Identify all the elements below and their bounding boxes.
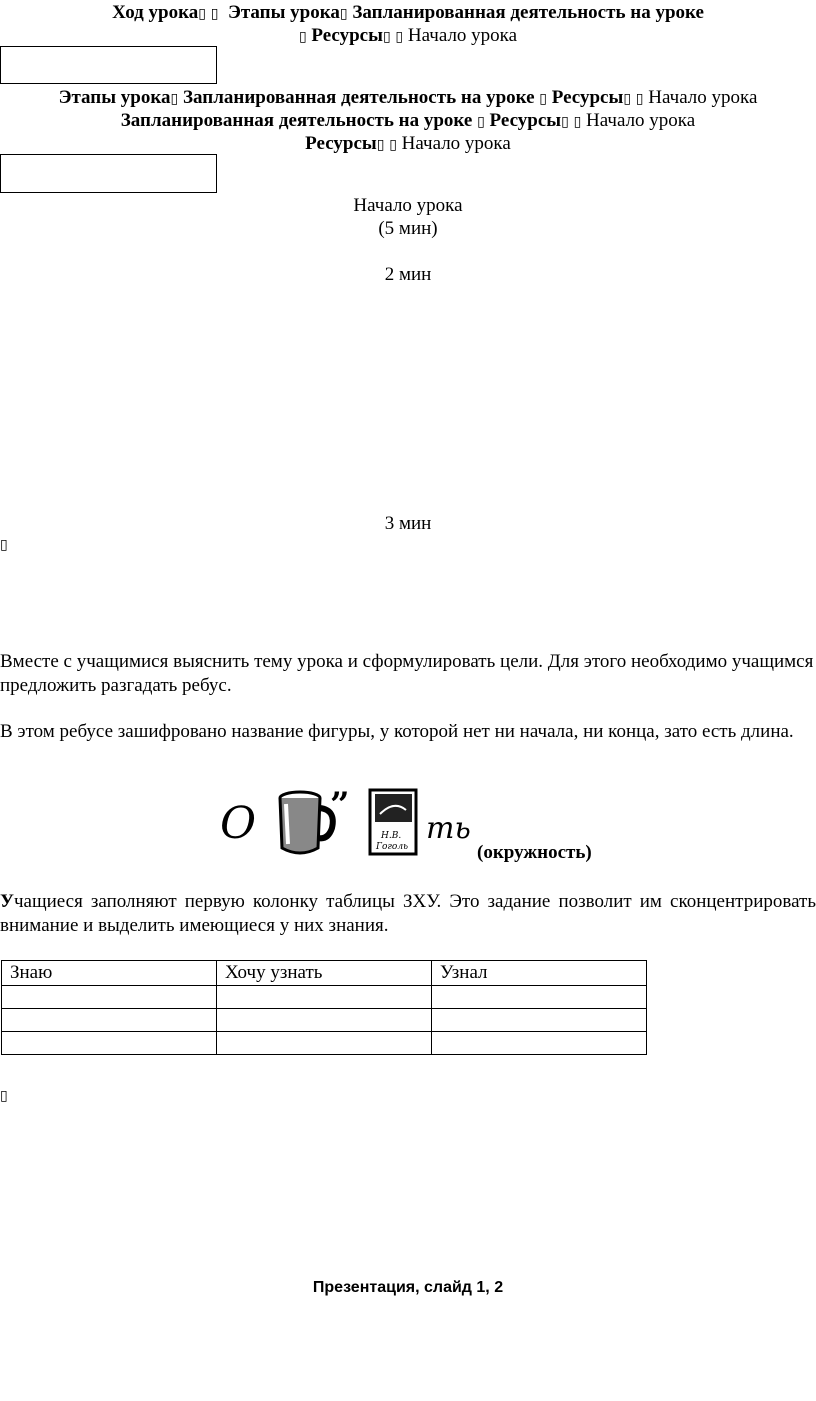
book-icon [370,790,416,854]
header-lesson-start: Начало урока [586,110,696,131]
zhu-table [1,960,647,1055]
table-header-row [2,961,647,986]
missing-glyph-icon: ▯ [539,91,548,107]
table-cell[interactable] [217,1032,432,1055]
stage-duration: (5 мин) [378,218,438,239]
header-planned-activity: Запланированная деятельность на уроке [352,2,704,23]
rebus-quotes: ” [330,786,350,825]
missing-glyph-icon: ▯ [477,114,485,130]
paragraph-goal: Вместе с учащимися выяснить тему урока и сформулировать цели. Для этого необходимо учащимся предложить разгадать ребус. [0,651,814,696]
paragraph-rebus-description: В этом ребусе зашифровано название фигуры, у которой нет ни начала, ни конца, зато есть длина. [0,721,794,742]
book-author-name: Гоголь [376,842,408,852]
missing-glyph-icon: ▯ [635,91,644,107]
empty-box [0,46,217,84]
header-resources: Ресурсы [311,25,383,46]
table-cell[interactable] [2,1032,217,1055]
header-resources: Ресурсы [305,133,377,154]
table-cell[interactable] [432,1032,647,1055]
missing-glyph-icon: ▯ [561,114,569,130]
header-line-1 [0,2,816,24]
missing-glyph-icon: ▯ [382,29,391,45]
header-lesson-start: Начало урока [648,87,758,108]
stage-part-1-duration: 2 мин [384,264,432,285]
table-row [2,1009,647,1032]
rebus-illustration [218,786,473,860]
paragraph-text: чащиеся заполняют первую колонку таблицы ЗХУ. Это задание позволит им сконцентрировать внимание и выделить имеющиеся у них знания. [0,891,816,936]
table-cell[interactable] [2,1009,217,1032]
rebus-letter-o: О [220,798,257,849]
empty-box [0,154,217,193]
table-cell[interactable] [432,986,647,1009]
missing-glyph-icon: ▯ [389,137,397,153]
mug-icon [280,792,333,853]
table-row [2,986,647,1009]
missing-glyph-icon: ▯ [395,29,404,45]
table-cell[interactable] [217,1009,432,1032]
paragraph-initial: У [0,891,14,912]
table-row [2,1032,647,1055]
stage-title: Начало урока [353,195,463,216]
header-line-3 [0,87,816,109]
missing-glyph-icon: ▯ [198,6,206,22]
header-stages: Этапы урока [227,2,340,23]
header-lesson-progress: Ход урока [112,2,199,23]
header-stages: Этапы урока [58,87,171,108]
missing-glyph-icon: ▯ [170,91,179,107]
book-author-initials: Н.В. [381,831,402,841]
header-line-5 [0,133,816,155]
rebus-image [218,786,473,860]
table-cell[interactable] [432,1009,647,1032]
stage-part-2-duration: 3 мин [384,513,432,534]
table-header-know: Знаю [2,961,217,986]
header-line-4 [0,110,816,132]
table-header-want-to-know: Хочу узнать [217,961,432,986]
missing-glyph-icon: ▯ [210,6,219,22]
missing-glyph-icon: ▯ [298,29,307,45]
missing-glyph-icon: ▯ [376,137,385,153]
missing-glyph-icon: ▯ [339,6,348,22]
rebus-answer: (окружность) [477,842,592,863]
table-header-learned: Узнал [432,961,647,986]
header-resources: Ресурсы [551,87,624,108]
header-planned-activity: Запланированная деятельность на уроке [120,110,473,131]
table-cell[interactable] [217,986,432,1009]
header-lesson-start: Начало урока [401,133,511,154]
missing-glyph-icon: ▯ [623,91,632,107]
header-resources: Ресурсы [489,110,562,131]
header-lesson-start: Начало урока [407,25,518,46]
table-cell[interactable] [2,986,217,1009]
paragraph-zhu-task [0,890,816,938]
missing-glyph-icon: ▯ [0,1088,8,1104]
missing-glyph-icon: ▯ [573,114,582,130]
resources-note: Презентация, слайд 1, 2 [312,1279,504,1296]
missing-glyph-icon: ▯ [0,537,8,553]
header-line-2 [0,25,816,47]
header-planned-activity: Запланированная деятельность на уроке [183,87,535,108]
rebus-suffix: ть [426,811,471,846]
